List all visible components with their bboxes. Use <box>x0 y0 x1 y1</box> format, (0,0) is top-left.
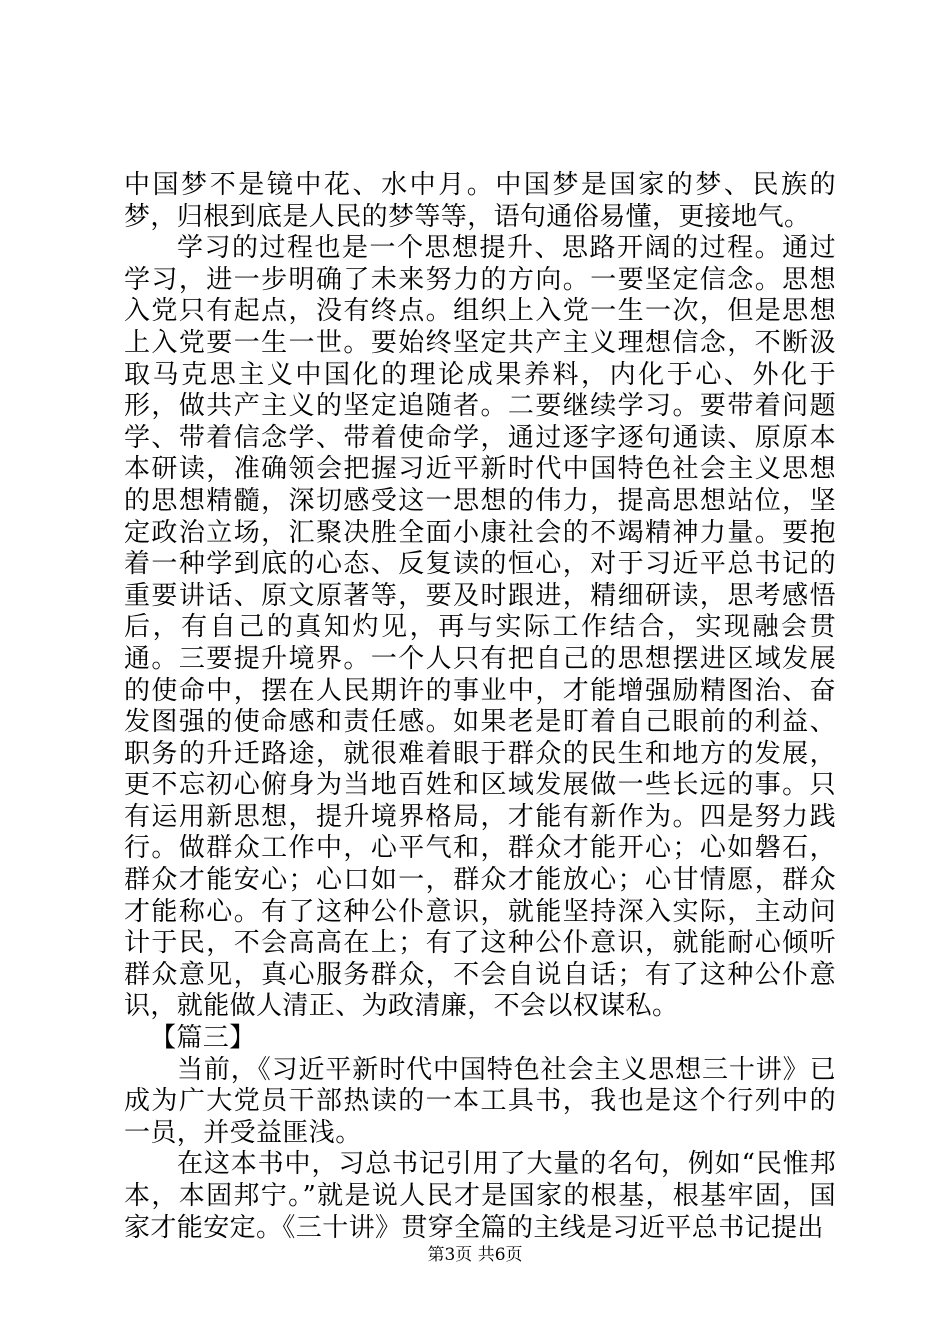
paragraph-study-reflection: 学习的过程也是一个思想提升、思路开阔的过程。通过学习，进一步明确了未来努力的方向。一要坚定信念。思想入党只有起点，没有终点。组织上入党一生一次，但是思想上入党要一生一世。要始终坚定共产主义理想信念，不断汲取马克思主义中国化的理论成果养料，内化于心、外化于形，做共产主义的坚定追随者。二要继续学习。要带着问题学、带着信念学、带着使命学，通过逐字逐句通读、原原本本研读，准确领会把握习近平新时代中国特色社会主义思想的思想精髓，深切感受这一思想的伟力，提高思想站位，坚定政治立场，汇聚决胜全面小康社会的不竭精神力量。要抱着一种学到底的心态、反复读的恒心，对于习近平总书记的重要讲话、原文原著等，要及时跟进，精细研读，思考感悟后，有自己的真知灼见，再与实际工作结合，实现融会贯通。三要提升境界。一个人只有把自己的思想摆进区域发展的使命中，摆在人民期许的事业中，才能增强励精图治、奋发图强的使命感和责任感。如果老是盯着自己眼前的利益、职务的升迁路途，就很难着眼于群众的民生和地方的发展，更不忘初心俯身为当地百姓和区域发展做一些长远的事。只有运用新思想，提升境界格局，才能有新作为。四是努力践行。做群众工作中，心平气和，群众才能开心；心如磐石，群众才能安心；心口如一，群众才能放心；心甘情愿，群众才能称心。有了这种公仆意识，就能坚持深入实际，主动问计于民，不会高高在上；有了这种公仆意识，就能耐心倾听群众意见，真心服务群众，不会自说自话；有了这种公仆意识，就能做人清正、为政清廉，不会以权谋私。 <box>124 233 836 1022</box>
section-heading: 【篇三】 <box>150 1023 256 1054</box>
page-number-footer: 第3页 共6页 <box>427 1245 523 1265</box>
paragraph-continuation: 中国梦不是镜中花、水中月。中国梦是国家的梦、民族的梦，归根到底是人民的梦等等，语句通俗易懂，更接地气。 <box>124 170 836 232</box>
paragraph-quotes: 在这本书中，习总书记引用了大量的名句，例如“民惟邦本，本固邦宁。”就是说人民才是国家的根基，根基牢固，国家才能安定。《三十讲》贯穿全篇的主线是习近平总书记提出 <box>124 1149 836 1243</box>
paragraph-book-intro: 当前，《习近平新时代中国特色社会主义思想三十讲》已成为广大党员干部热读的一本工具书，我也是这个行列中的一员，并受益匪浅。 <box>124 1054 836 1148</box>
document-body <box>124 170 836 1244</box>
